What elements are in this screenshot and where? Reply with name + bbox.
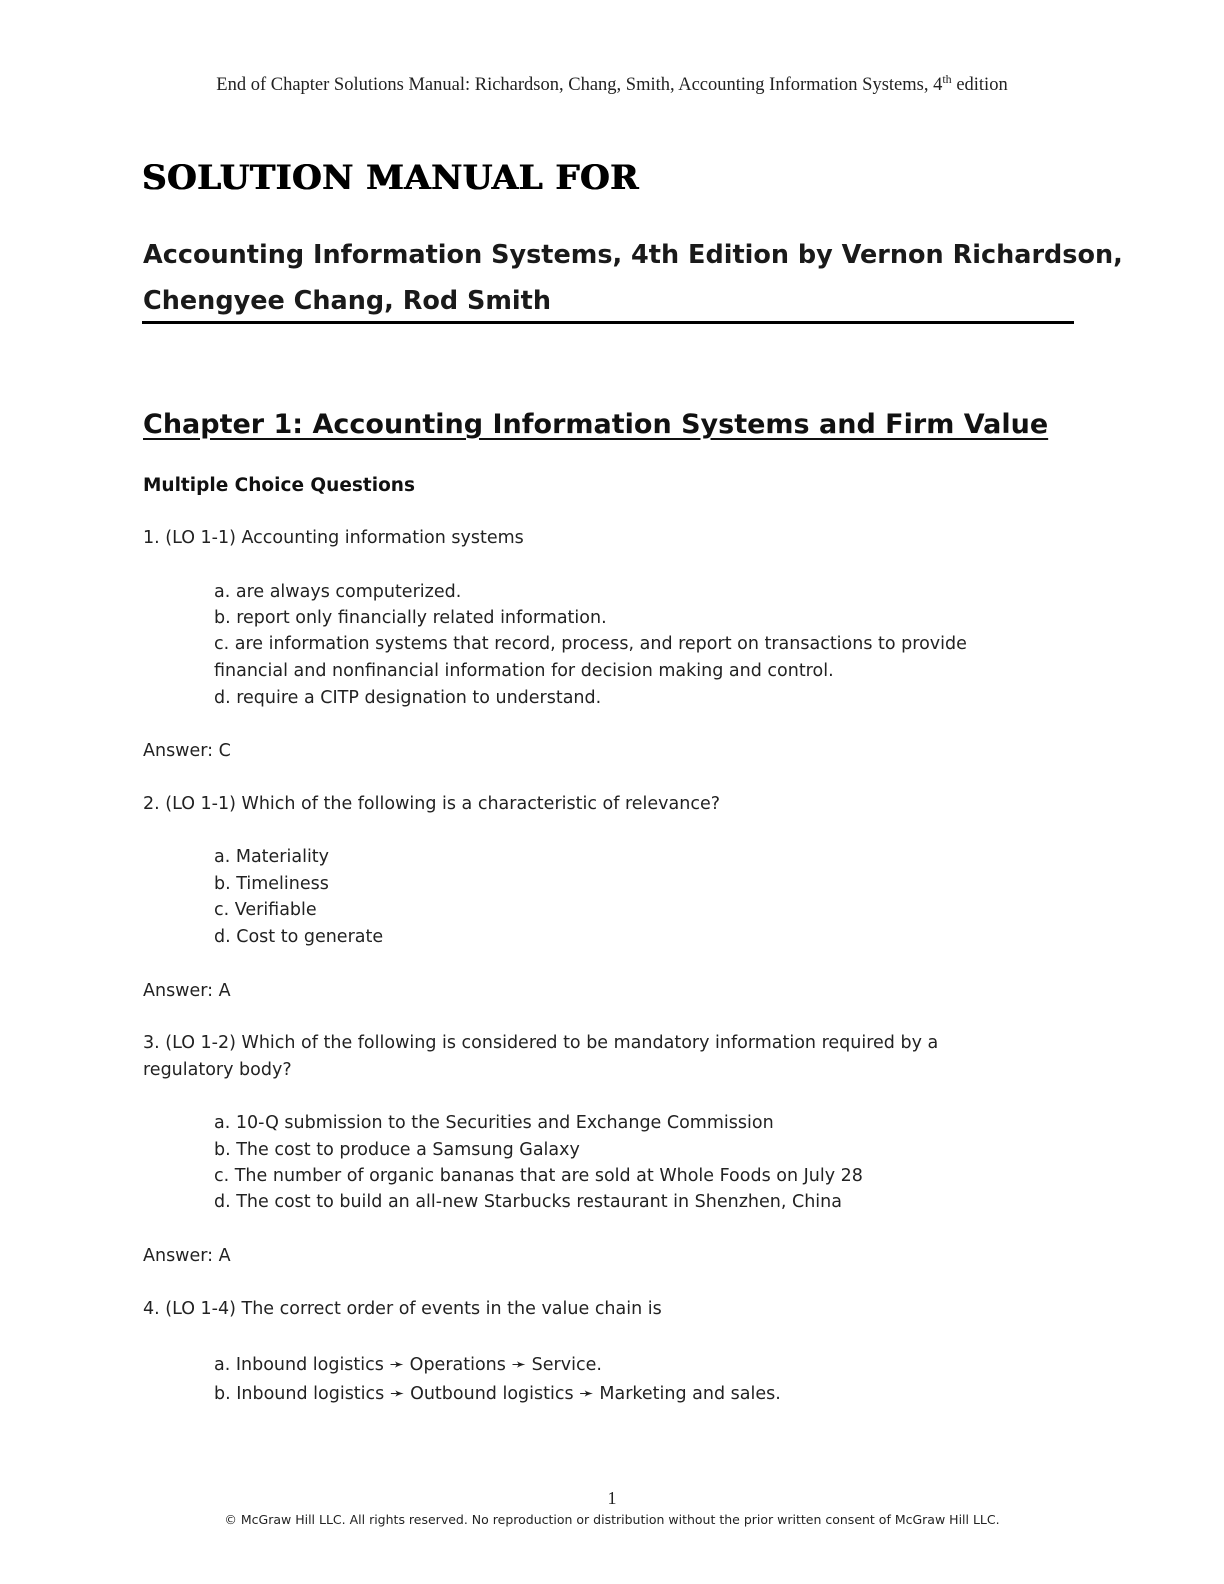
- question-2-option-a: a. Materiality: [214, 847, 330, 867]
- book-title: [143, 232, 1123, 324]
- question-1-answer: Answer: C: [143, 741, 231, 761]
- page-number: 1: [607, 1488, 617, 1508]
- title-divider: [142, 321, 1074, 324]
- question-3-stem-continued: regulatory body?: [143, 1060, 292, 1080]
- question-2-option-d: d. Cost to generate: [214, 927, 384, 947]
- question-3-stem: 3. (LO 1-2) Which of the following is considered to be mandatory information required by a: [143, 1033, 939, 1053]
- question-3-option-b: b. The cost to produce a Samsung Galaxy: [214, 1140, 580, 1160]
- question-1-option-c: c. are information systems that record, process, and report on transactions to provide: [214, 634, 967, 654]
- book-title-line-2: Chengyee Chang, Rod Smith: [143, 286, 552, 316]
- question-2-stem: 2. (LO 1-1) Which of the following is a characteristic of relevance?: [143, 794, 721, 814]
- running-header-tail: edition: [951, 75, 1008, 96]
- question-2-option-c: c. Verifiable: [214, 900, 317, 920]
- question-4-option-a: a. Inbound logistics ➛ Operations ➛ Service.: [214, 1355, 602, 1375]
- section-heading: Multiple Choice Questions: [143, 475, 415, 496]
- solution-manual-title: SOLUTION MANUAL FOR: [142, 158, 639, 198]
- running-header-superscript: th: [942, 72, 952, 86]
- question-1-option-b: b. report only financially related information.: [214, 608, 607, 628]
- question-3-answer: Answer: A: [143, 1246, 231, 1266]
- question-3-option-a: a. 10-Q submission to the Securities and Exchange Commission: [214, 1113, 774, 1133]
- question-2-option-b: b. Timeliness: [214, 874, 329, 894]
- chapter-heading: Chapter 1: Accounting Information Systems and Firm Value: [143, 409, 1049, 440]
- question-3-option-d: d. The cost to build an all-new Starbucks restaurant in Shenzhen, China: [214, 1192, 842, 1212]
- running-header-text: End of Chapter Solutions Manual: Richardson, Chang, Smith, Accounting Information Systems, 4: [216, 75, 943, 96]
- question-4-stem: 4. (LO 1-4) The correct order of events in the value chain is: [143, 1299, 662, 1319]
- question-4-option-b: b. Inbound logistics ➛ Outbound logistics ➛ Marketing and sales.: [214, 1384, 781, 1404]
- question-3-option-c: c. The number of organic bananas that are sold at Whole Foods on July 28: [214, 1166, 863, 1186]
- copyright-notice: © McGraw Hill LLC. All rights reserved. No reproduction or distribution without the prior written consent of McGraw Hill LLC.: [224, 1512, 1000, 1527]
- book-title-line-1: Accounting Information Systems, 4th Edition by Vernon Richardson,: [143, 240, 1123, 270]
- running-header: [0, 72, 1224, 96]
- question-1-option-a: a. are always computerized.: [214, 582, 462, 602]
- question-1-option-d: d. require a CITP designation to understand.: [214, 688, 602, 708]
- question-2-answer: Answer: A: [143, 981, 231, 1001]
- question-1-option-c-continued: financial and nonfinancial information for decision making and control.: [214, 661, 834, 681]
- question-1-stem: 1. (LO 1-1) Accounting information systems: [143, 528, 524, 548]
